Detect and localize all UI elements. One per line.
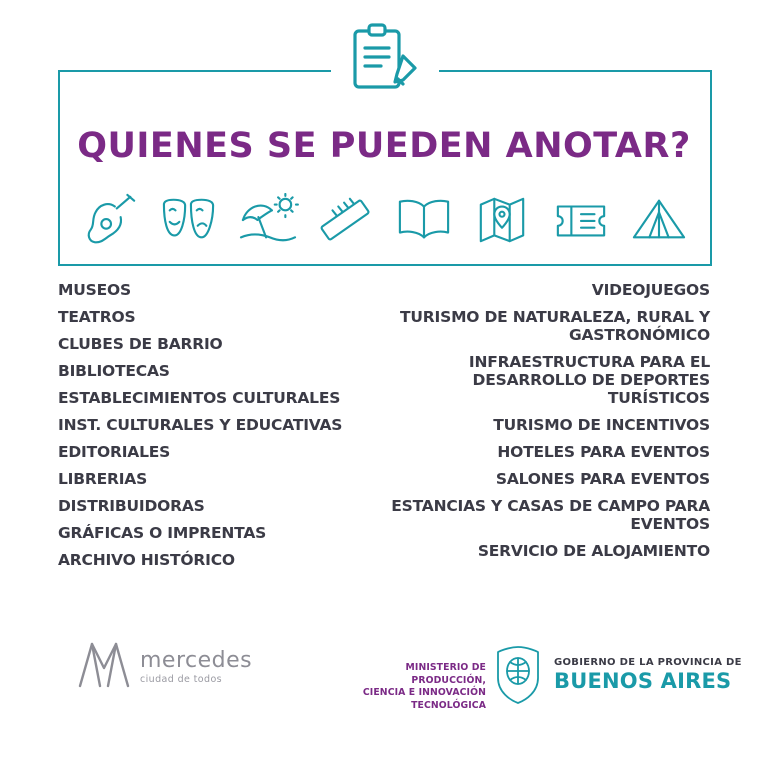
list-item: BIBLIOTECAS xyxy=(58,361,170,380)
list-item: VIDEOJUEGOS xyxy=(591,281,710,299)
tickets-icon xyxy=(550,192,612,248)
category-icon-row xyxy=(80,190,690,250)
ministerio-text xyxy=(352,662,486,712)
list-item: GRÁFICAS O IMPRENTAS xyxy=(58,523,267,542)
list-item: ESTABLECIMIENTOS CULTURALES xyxy=(58,388,341,407)
list-item: SERVICIO DE ALOJAMIENTO xyxy=(477,541,710,560)
list-item: TEATROS xyxy=(58,307,136,326)
list-item: HOTELES PARA EVENTOS xyxy=(497,442,710,461)
provincia-wordmark xyxy=(554,658,742,692)
list-item: EDITORIALES xyxy=(58,442,171,461)
mercedes-name: mercedes xyxy=(140,647,253,673)
mercedes-m-logo-icon xyxy=(76,638,132,690)
left-column xyxy=(58,282,358,579)
mercedes-subtitle: ciudad de todos xyxy=(140,673,223,685)
buenos-aires-shield-icon xyxy=(492,644,544,706)
list-item: ESTANCIAS Y CASAS DE CAMPO PARA EVENTOS xyxy=(391,496,710,533)
theater-masks-icon xyxy=(158,192,220,248)
ministerio-line-2: CIENCIA E INNOVACIÓN TECNOLÓGICA xyxy=(362,687,486,711)
page-title: QUIENES SE PUEDEN ANOTAR? xyxy=(77,126,691,166)
list-item: LIBRERIAS xyxy=(58,469,148,488)
clipboard-pencil-icon xyxy=(341,22,427,98)
list-item: ARCHIVO HISTÓRICO xyxy=(58,550,235,569)
list-item: CLUBES DE BARRIO xyxy=(58,334,223,353)
ruler-icon xyxy=(315,192,377,248)
provincia-line-main: BUENOS AIRES xyxy=(554,669,732,693)
beach-umbrella-icon xyxy=(237,192,299,248)
list-item: DISTRIBUIDORAS xyxy=(58,496,205,515)
list-item: INST. CULTURALES Y EDUCATIVAS xyxy=(58,415,343,434)
mercedes-wordmark xyxy=(140,647,253,691)
list-item: INFRAESTRUCTURA PARA EL DESARROLLO DE DEPORTES TURÍSTICOS xyxy=(468,352,710,407)
map-location-icon xyxy=(471,192,533,248)
mercedes-logo xyxy=(76,638,252,690)
guitar-icon xyxy=(80,192,142,248)
list-item: TURISMO DE INCENTIVOS xyxy=(493,415,710,434)
list-item: MUSEOS xyxy=(58,281,131,299)
provincia-logo xyxy=(492,644,742,706)
footer xyxy=(0,628,768,738)
open-book-icon xyxy=(393,192,455,248)
ministerio-line-1: MINISTERIO DE PRODUCCIÓN, xyxy=(405,662,486,686)
provincia-line-top: GOBIERNO DE LA PROVINCIA DE xyxy=(554,657,742,668)
list-item: TURISMO DE NATURALEZA, RURAL Y GASTRONÓMICO xyxy=(400,307,710,344)
right-column xyxy=(380,282,710,570)
list-item: SALONES PARA EVENTOS xyxy=(495,469,710,488)
tent-icon xyxy=(628,192,690,248)
